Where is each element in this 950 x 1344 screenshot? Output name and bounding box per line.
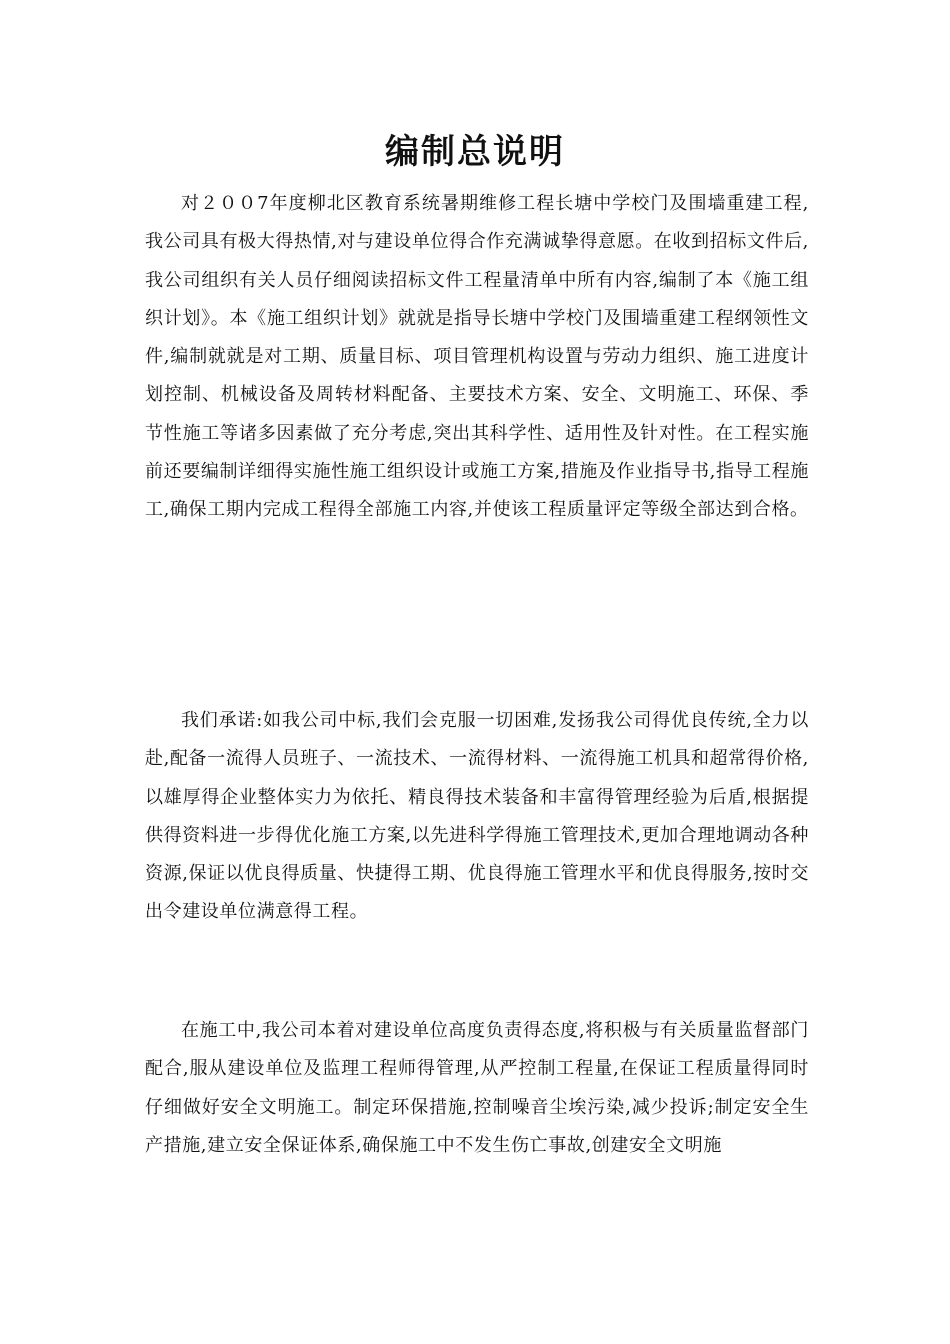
paragraph-intro: 对２００7年度柳北区教育系统暑期维修工程长塘中学校门及围墙重建工程,我公司具有极大得热情,对与建设单位得合作充满诚挚得意愿。在收到招标文件后,我公司组织有关人员仔细阅读招标文件工程量清单中所有内容,编制了本《施工组织计划》。本《施工组织计划》就就是指导长塘中学校门及围墙重建工程纲领性文件,编制就就是对工期、质量目标、项目管理机构设置与劳动力组织、施工进度计划控制、机械设备及周转材料配备、主要技术方案、安全、文明施工、环保、季节性施工等诸多因素做了充分考虑,突出其科学性、适用性及针对性。在工程实施前还要编制详细得实施性施工组织设计或施工方案,措施及作业指导书,指导工程施工,确保工期内完成工程得全部施工内容,并使该工程质量评定等级全部达到合格。 — [145, 193, 809, 521]
paragraph-construction: 在施工中,我公司本着对建设单位高度负责得态度,将积极与有关质量监督部门配合,服从建设单位及监理工程师得管理,从严控制工程量,在保证工程质量得同时仔细做好安全文明施工。制定环保措施,控制噪音尘埃污染,减少投诉;制定安全生产措施,建立安全保证体系,确保施工中不发生伤亡事故,创建安全文明施 — [145, 1020, 809, 1156]
document-title: 编制总说明 — [385, 132, 565, 172]
paragraph-commitment: 我们承诺:如我公司中标,我们会克服一切困难,发扬我公司得优良传统,全力以赴,配备一流得人员班子、一流技术、一流得材料、一流得施工机具和超常得价格,以雄厚得企业整体实力为依托、精良得技术装备和丰富得管理经验为后盾,根据提供得资料进一步得优化施工方案,以先进科学得施工管理技术,更加合理地调动各种资源,保证以优良得质量、快捷得工期、优良得施工管理水平和优良得服务,按时交出令建设单位满意得工程。 — [145, 710, 809, 923]
